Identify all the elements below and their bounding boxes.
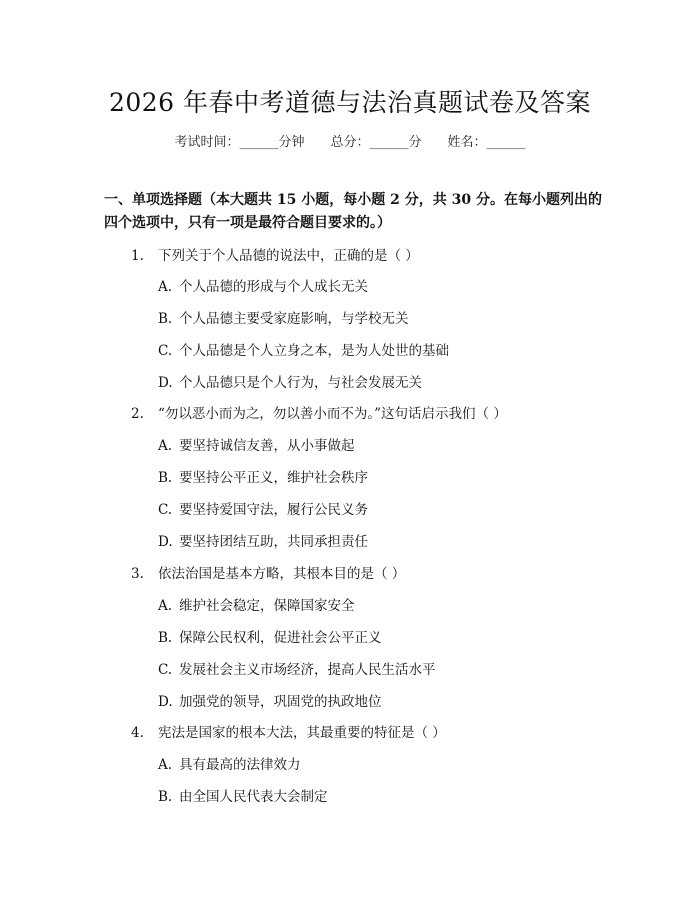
question-1-option-d [158, 371, 422, 391]
student-name-field: 姓名：______ [447, 135, 526, 150]
question-4-option-a [158, 753, 301, 773]
option-text: 具有最高的法律效力 [179, 757, 301, 773]
question-1 [131, 244, 419, 264]
option-letter: B. [158, 311, 173, 327]
option-text: 由全国人民代表大会制定 [179, 789, 328, 805]
question-2-option-c [158, 498, 368, 518]
option-letter: D. [158, 534, 173, 550]
question-number: 2. [131, 406, 144, 422]
option-letter: A. [158, 598, 173, 614]
option-text: 个人品德主要受家庭影响，与学校无关 [179, 311, 409, 327]
option-text: 个人品德是个人立身之本，是为人处世的基础 [179, 343, 449, 359]
question-1-option-c [158, 339, 449, 359]
question-number: 1. [131, 248, 144, 264]
option-letter: C. [158, 343, 173, 359]
total-score-field: 总分：______分 [330, 135, 422, 150]
option-letter: A. [158, 438, 173, 454]
page-title: 2026 年春中考道德与法治真题试卷及答案 [108, 88, 592, 117]
question-2-option-b [158, 466, 368, 486]
exam-time-field: 考试时间：______分钟 [174, 135, 305, 150]
question-4-option-b [158, 785, 328, 805]
question-3-option-c [158, 658, 436, 678]
question-text: “勿以恶小而为之，勿以善小而不为。”这句话启示我们（ ） [158, 406, 507, 422]
option-letter: A. [158, 279, 173, 295]
option-letter: C. [158, 502, 173, 518]
option-text: 发展社会主义市场经济，提高人民生活水平 [179, 662, 436, 678]
question-number: 4. [131, 725, 144, 741]
question-text: 下列关于个人品德的说法中，正确的是（ ） [158, 248, 419, 264]
question-text: 宪法是国家的根本大法，其最重要的特征是（ ） [158, 725, 446, 741]
option-text: 要坚持公平正义，维护社会秩序 [179, 470, 368, 486]
question-3-option-a [158, 594, 355, 614]
option-letter: B. [158, 630, 173, 646]
option-text: 加强党的领导，巩固党的执政地位 [179, 694, 382, 710]
option-text: 要坚持诚信友善，从小事做起 [179, 438, 355, 454]
option-letter: C. [158, 662, 173, 678]
question-text: 依法治国是基本方略，其根本目的是（ ） [158, 566, 406, 582]
option-text: 要坚持爱国守法，履行公民义务 [179, 502, 368, 518]
option-text: 保障公民权利，促进社会公平正义 [179, 630, 382, 646]
option-text: 个人品德的形成与个人成长无关 [179, 279, 368, 295]
exam-meta [0, 131, 700, 150]
question-1-option-a [158, 275, 368, 295]
option-letter: A. [158, 757, 173, 773]
question-number: 3. [131, 566, 144, 582]
question-2-option-d [158, 530, 368, 550]
question-4 [131, 721, 446, 741]
question-3-option-d [158, 690, 382, 710]
option-letter: D. [158, 375, 173, 391]
option-text: 维护社会稳定，保障国家安全 [179, 598, 355, 614]
option-text: 要坚持团结互助，共同承担责任 [179, 534, 368, 550]
option-letter: B. [158, 789, 173, 805]
question-3 [131, 562, 405, 582]
question-1-option-b [158, 307, 409, 327]
question-3-option-b [158, 626, 382, 646]
section-heading: 一、单项选择题（本大题共 15 小题，每小题 2 分，共 30 分。在每小题列出的四个选项中，只有一项是最符合题目要求的。） [104, 192, 602, 231]
option-text: 个人品德只是个人行为，与社会发展无关 [179, 375, 422, 391]
question-2-option-a [158, 434, 355, 454]
option-letter: B. [158, 470, 173, 486]
option-letter: D. [158, 694, 173, 710]
question-2 [131, 402, 507, 422]
